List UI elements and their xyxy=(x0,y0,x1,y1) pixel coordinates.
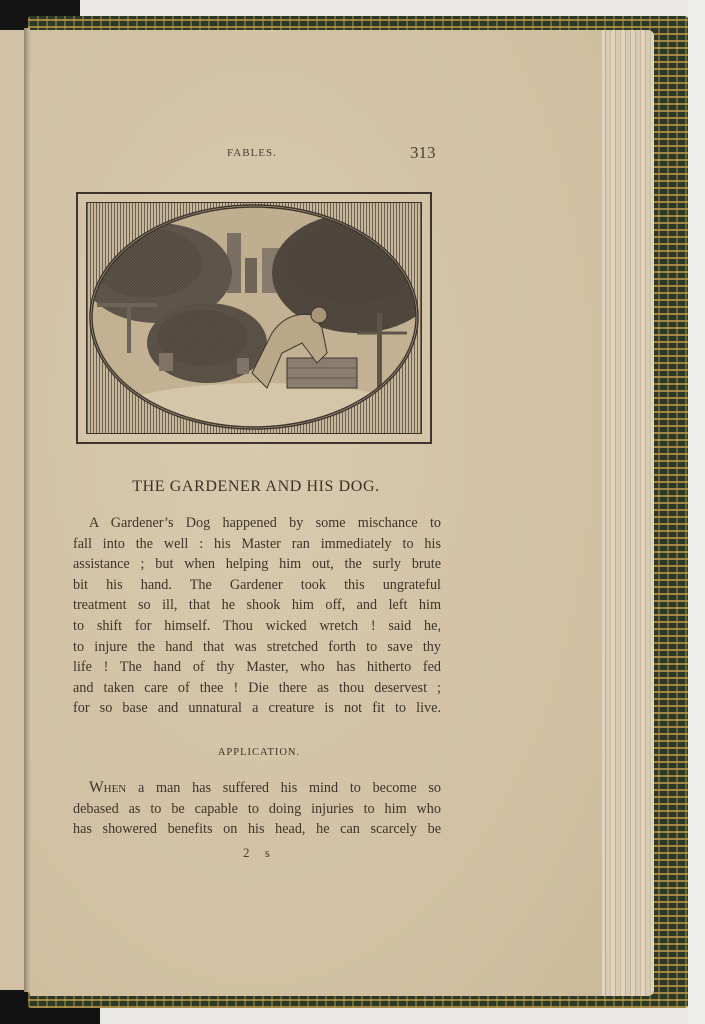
text-line: to shift for himself. Thou wicked wretch ! said he, xyxy=(73,617,441,634)
text-line: life ! The hand of thy Master, who has hitherto fed xyxy=(73,659,441,676)
page-number: 313 xyxy=(410,143,436,162)
text-line: to injure the hand that was stretched forth to save thy xyxy=(73,638,441,655)
text-line-rest: a man has suffered his mind to become so xyxy=(137,780,442,796)
text-line: for so base and unnatural a creature is not fit to live. xyxy=(73,700,441,717)
engraving-illustration xyxy=(76,192,432,444)
backdrop xyxy=(688,0,705,1024)
fable-text xyxy=(73,513,441,719)
page-block-edges xyxy=(596,30,654,996)
text-line xyxy=(73,778,441,799)
text-line: and taken care of thee ! Die there as thou deservest ; xyxy=(73,679,441,696)
text-line: has showered benefits on his head, he can scarcely be xyxy=(73,821,441,838)
text-line: debased as to be capable to doing injuries to him who xyxy=(73,800,441,817)
text-line: assistance ; but when helping him out, the surly brute xyxy=(73,556,441,573)
engraving-scene-icon xyxy=(87,203,422,434)
running-title: FABLES. xyxy=(227,147,277,159)
application-text xyxy=(73,778,441,840)
text-line: A Gardener’s Dog happened by some mischance to xyxy=(89,515,441,531)
book-page xyxy=(30,30,602,996)
application-heading: APPLICATION. xyxy=(217,747,301,758)
signature-mark: 2 s xyxy=(243,845,276,860)
drop-word: When xyxy=(89,779,127,796)
running-head xyxy=(30,143,602,163)
text-line: bit his hand. The Gardener took this ungrateful xyxy=(73,576,441,593)
text-line: treatment so ill, that he shook him off, and left him xyxy=(73,597,441,614)
text-line: fall into the well : his Master ran immediately to his xyxy=(73,535,441,552)
fable-title: THE GARDENER AND HIS DOG. xyxy=(132,478,380,495)
engraving-image xyxy=(86,202,422,434)
previous-page-edge xyxy=(0,30,26,990)
